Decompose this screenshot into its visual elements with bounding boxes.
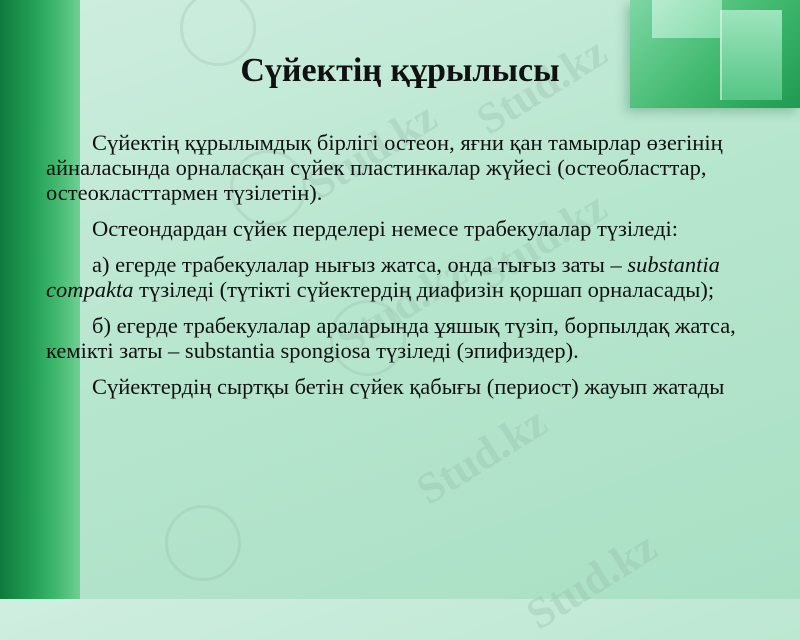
watermark-logo-icon [165,505,241,581]
watermark-text: Stud.kz [297,91,446,210]
paragraph-4: б) егерде трабекулалар араларында ұяшық түзіп, борпылдақ жатса, кемікті заты – substantia spongiosa түзіледі (эпифиздер). [46,313,736,363]
paragraph-3 [46,252,776,302]
paragraph-5: Сүйектердің сыртқы бетін сүйек қабығы (периост) жауып жатады [92,374,725,399]
watermark-text: Stud.kz [327,246,476,365]
paragraph-1: Сүйектің құрылымдық бірлігі остеон, яғни қан тамырлар өзегінің айналасында орналасқан сүйек пластинкалар жүйесі (остеобласттар, остеокласттармен түзілетін). [46,130,723,205]
corner-square-small [652,0,722,38]
watermark-text: Stud.kz [517,521,666,640]
slide-title: Сүйектің құрылысы [240,52,560,89]
paragraph-3-start: а) егерде трабекулалар нығыз жатса, онда тығыз заты – [92,252,628,277]
slide-body [46,130,776,410]
paragraph-3-end: түзіледі (түтікті сүйектердің диафизін қоршап орналасады); [133,277,715,302]
watermark-text: Stud.kz [407,396,556,515]
watermark-text: Stud.kz [467,181,616,300]
paragraph-2: Остеондардан сүйек перделері немесе трабекулалар түзіледі: [92,216,679,241]
watermark-text: Stud.kz [467,26,616,145]
latin-term-compakta: substantia compakta [46,252,720,302]
